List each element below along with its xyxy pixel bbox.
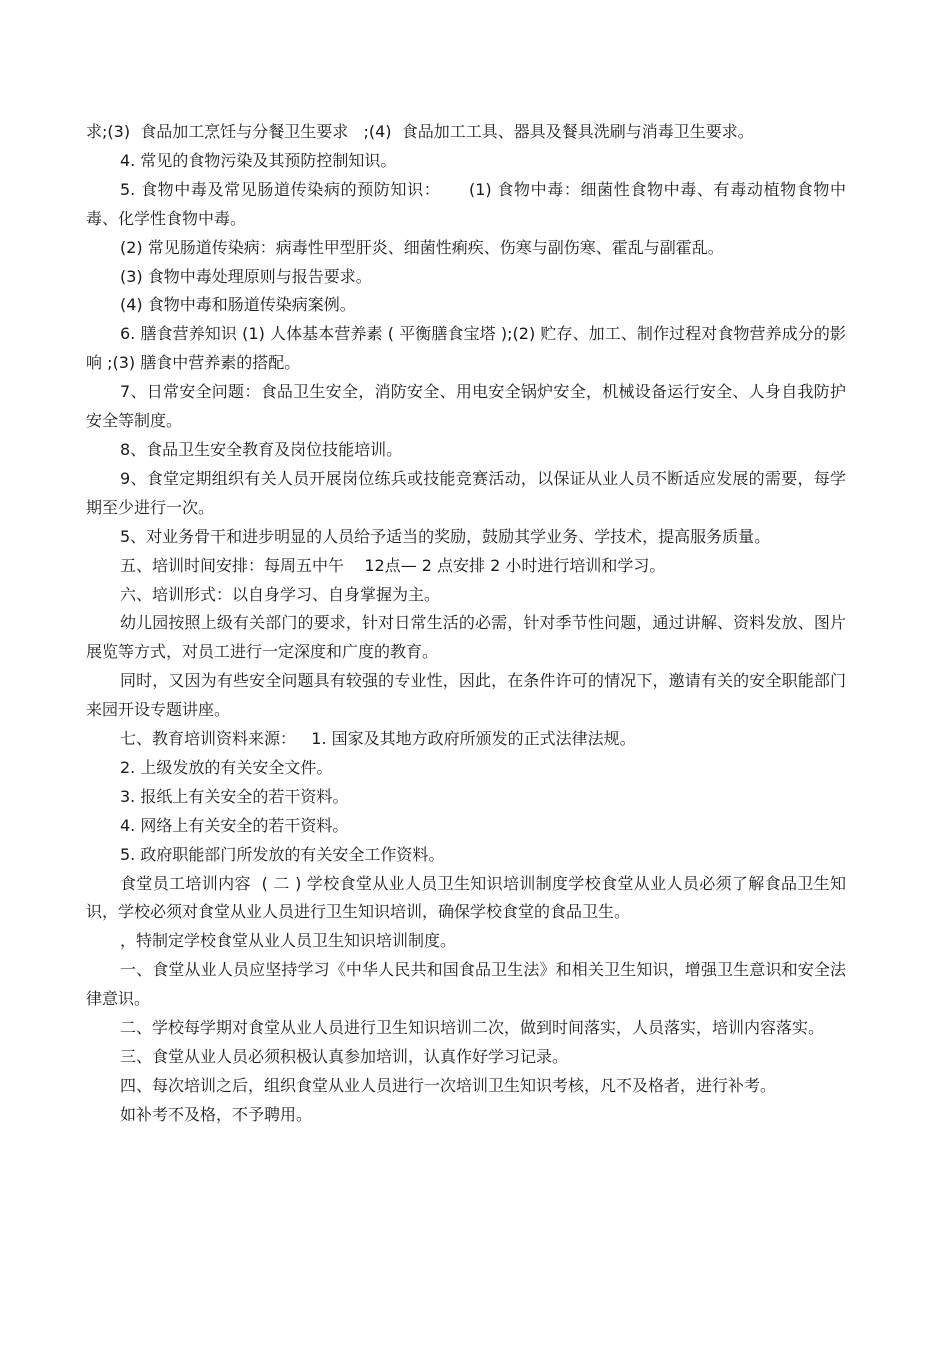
paragraph: 5. 政府职能部门所发放的有关安全工作资料。: [120, 844, 445, 864]
paragraph: 2. 上级发放的有关安全文件。: [120, 757, 333, 777]
paragraph: 幼儿园按照上级有关部门的要求，针对日常生活的必需，针对季节性问题，通过讲解、资料发放、图片展览等方式，对员工进行一定深度和广度的教育。: [86, 613, 846, 662]
paragraph: 求;(3) 食品加工烹饪与分餐卫生要求 ;(4) 食品加工工具、器具及餐具洗刷与消毒卫生要求。: [86, 122, 754, 141]
document-body: [86, 118, 846, 1130]
paragraph: 六、培训形式：以自身学习、自身掌握为主。: [120, 584, 441, 604]
paragraph: 七、教育培训资料来源： 1. 国家及其地方政府所颁发的正式法律法规。: [120, 729, 636, 749]
paragraph: 四、每次培训之后，组织食堂从业人员进行一次培训卫生知识考核，凡不及格者，进行补考。: [120, 1075, 777, 1095]
paragraph: 4. 常见的食物污染及其预防控制知识。: [120, 150, 397, 170]
paragraph: 如补考不及格，不予聘用。: [120, 1104, 313, 1124]
paragraph: 食堂员工培训内容 ( 二 ) 学校食堂从业人员卫生知识培训制度学校食堂从业人员必须了解食品卫生知识，学校必须对食堂从业人员进行卫生知识培训，确保学校食堂的食品卫生。: [86, 873, 846, 922]
paragraph: 五、培训时间安排：每周五中午 12点— 2 点安排 2 小时进行培训和学习。: [120, 555, 666, 575]
paragraph: 三、食堂从业人员必须积极认真参加培训，认真作好学习记录。: [120, 1047, 569, 1066]
paragraph: 5. 食物中毒及常见肠道传染病的预防知识： (1) 食物中毒：细菌性食物中毒、有毒动植物食物中毒、化学性食物中毒。: [86, 179, 846, 228]
paragraph: 3. 报纸上有关安全的若干资料。: [120, 786, 349, 806]
paragraph: (2) 常见肠道传染病：病毒性甲型肝炎、细菌性痢疾、伤寒与副伤寒、霍乱与副霍乱。: [120, 237, 724, 257]
paragraph: 9、食堂定期组织有关人员开展岗位练兵或技能竞赛活动，以保证从业人员不断适应发展的需要，每学期至少进行一次。: [86, 468, 846, 517]
paragraph: 5、对业务骨干和进步明显的人员给予适当的奖励，鼓励其学业务、学技术，提高服务质量。: [120, 526, 771, 546]
paragraph: 8、食品卫生安全教育及岗位技能培训。: [120, 439, 403, 459]
paragraph: (4) 食物中毒和肠道传染病案例。: [120, 295, 356, 315]
paragraph: 4. 网络上有关安全的若干资料。: [120, 815, 349, 835]
paragraph: 二、学校每学期对食堂从业人员进行卫生知识培训二次，做到时间落实，人员落实，培训内容落实。: [120, 1018, 825, 1038]
paragraph: 7、日常安全问题：食品卫生安全，消防安全、用电安全锅炉安全，机械设备运行安全、人身自我防护安全等制度。: [86, 382, 846, 431]
paragraph: 同时，又因为有些安全问题具有较强的专业性，因此，在条件许可的情况下，邀请有关的安全职能部门来园开设专题讲座。: [86, 671, 846, 720]
paragraph: 6. 膳食营养知识 (1) 人体基本营养素 ( 平衡膳食宝塔 );(2) 贮存、加工、制作过程对食物营养成分的影响 ;(3) 膳食中营养素的搭配。: [86, 324, 846, 373]
paragraph: ，特制定学校食堂从业人员卫生知识培训制度。: [120, 931, 457, 951]
paragraph: (3) 食物中毒处理原则与报告要求。: [120, 266, 372, 286]
paragraph: 一、食堂从业人员应坚持学习《中华人民共和国食品卫生法》和相关卫生知识，增强卫生意识和安全法律意识。: [86, 960, 846, 1009]
